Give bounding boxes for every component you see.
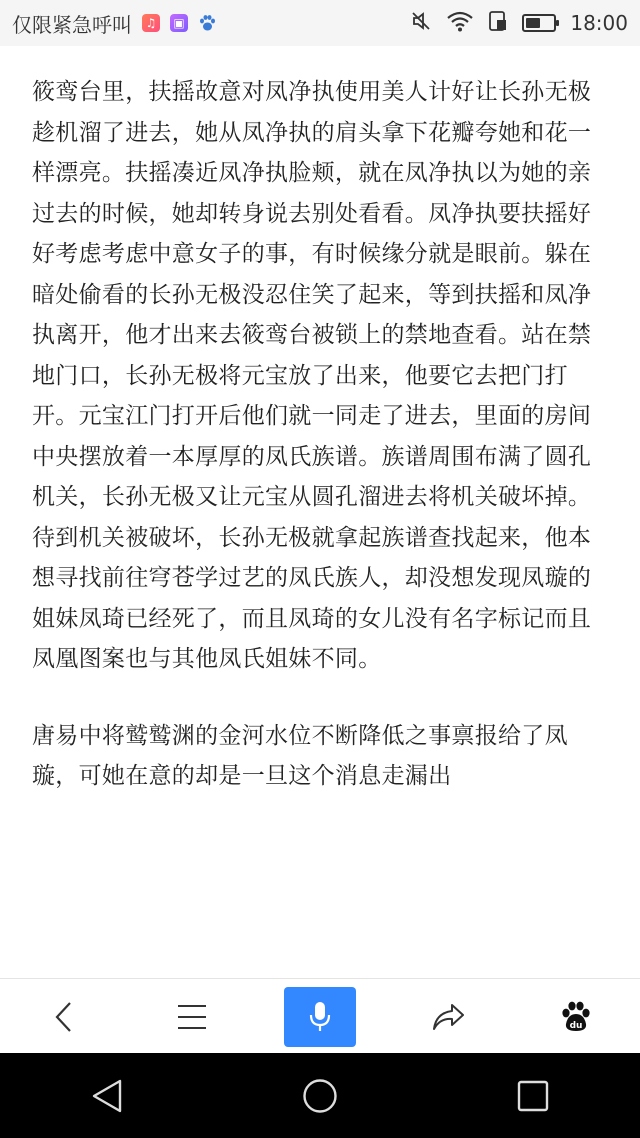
back-button[interactable] (28, 987, 100, 1047)
back-icon (52, 999, 76, 1035)
nav-home-button[interactable] (290, 1066, 350, 1126)
clock: 18:00 (570, 11, 628, 35)
wifi-icon (446, 10, 474, 36)
baidu-paw-icon (198, 14, 216, 32)
share-button[interactable] (412, 987, 484, 1047)
article-paragraph: 筱鸾台里，扶摇故意对凤净执使用美人计好让长孙无极趁机溜了进去，她从凤净执的肩头拿下花瓣夸她和花一样漂亮。扶摇凑近凤净执脸颊，就在凤净执以为她的亲过去的时候，她却转身说去别处看看。凤净执要扶摇好好考虑考虑中意女子的事，有时候缘分就是眼前。躲在暗处偷看的长孙无极没忍住笑了起来，等到扶摇和凤净执离开，他才出来去筱鸾台被锁上的禁地查看。站在禁地门口，长孙无极将元宝放了出来，他要它去把门打开。元宝江门打开后他们就一同走了进去，里面的房间中央摆放着一本厚厚的凤氏族谱。族谱周围布满了圆孔机关，长孙无极又让元宝从圆孔溜进去将机关破坏掉。待到机关被破坏，长孙无极就拿起族谱查找起来，他本想寻找前往穹苍学过艺的凤氏族人，却没想发现凤璇的姐妹凤琦已经死了，而且凤琦的女儿没有名字标记而且凤凰图案也与其他凤氏姐妹不同。 (32, 79, 592, 672)
system-nav-bar (0, 1053, 640, 1138)
mute-icon (410, 10, 432, 36)
battery-icon (522, 14, 556, 32)
article-content (32, 72, 612, 833)
nav-back-button[interactable] (77, 1066, 137, 1126)
carrier-text: 仅限紧急呼叫 (12, 12, 132, 37)
gallery-app-icon: ▣ (170, 14, 188, 32)
status-bar (0, 0, 640, 46)
microphone-icon (307, 1000, 333, 1034)
status-right-group (410, 10, 628, 36)
browser-toolbar (0, 978, 640, 1054)
svg-text:du: du (569, 1020, 583, 1031)
nav-home-icon (301, 1077, 339, 1115)
baidu-paw-icon (559, 1000, 593, 1034)
nav-recents-button[interactable] (503, 1066, 563, 1126)
menu-button[interactable] (156, 987, 228, 1047)
voice-search-button[interactable] (284, 987, 356, 1047)
music-app-icon: ♫ (142, 14, 160, 32)
baidu-home-button[interactable] (540, 987, 612, 1047)
sim-icon (488, 10, 508, 36)
menu-icon (176, 1003, 208, 1031)
nav-back-icon (90, 1078, 124, 1114)
battery-level (526, 18, 540, 28)
nav-recents-icon (516, 1079, 550, 1113)
article-paragraph: 唐易中将鹫鹫渊的金河水位不断降低之事禀报给了凤璇，可她在意的却是一旦这个消息走漏出 (32, 722, 568, 789)
share-icon (430, 1001, 466, 1033)
